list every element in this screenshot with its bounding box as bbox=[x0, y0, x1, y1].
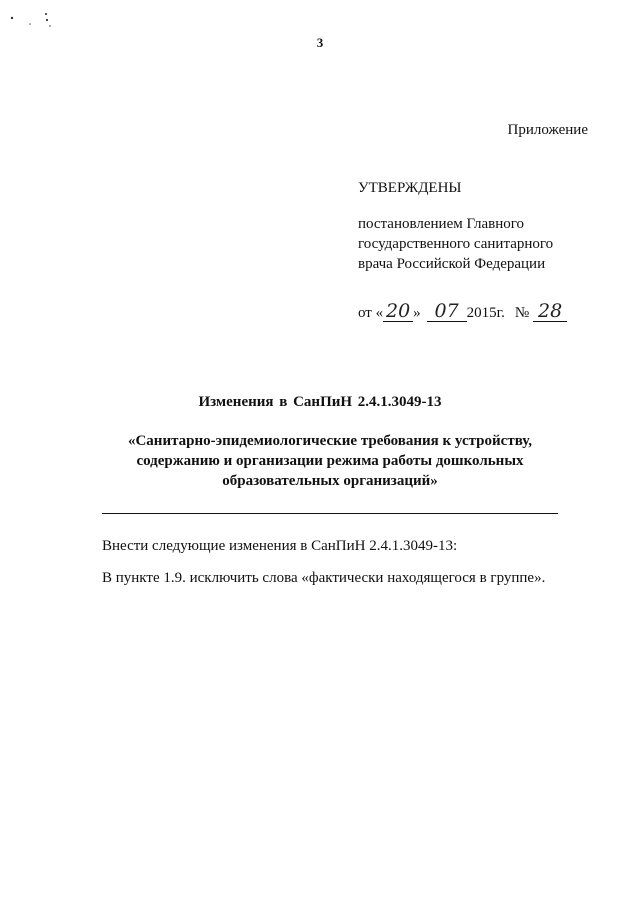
year-suffix: 2015г. bbox=[466, 305, 505, 321]
page-number: 3 bbox=[316, 35, 324, 50]
number-label: № bbox=[514, 305, 530, 321]
subtitle-line: «Санитарно-эпидемиологические требования к устройству, bbox=[127, 433, 533, 449]
body-paragraph: Внести следующие изменения в СанПиН 2.4.1.3049-13: bbox=[102, 538, 458, 554]
body-paragraph: В пункте 1.9. исключить слова «фактически находящегося в группе». bbox=[102, 570, 546, 586]
document-subtitle bbox=[80, 431, 580, 491]
subtitle-line: образовательных организаций» bbox=[222, 473, 438, 489]
scan-specks bbox=[8, 8, 68, 32]
decree-date-line bbox=[358, 300, 567, 322]
handwritten-month: 07 bbox=[427, 301, 467, 322]
approved-heading: УТВЕРЖДЕНЫ bbox=[358, 180, 462, 196]
decree-line: врача Российской Федерации bbox=[358, 256, 546, 272]
decree-line: постановлением Главного bbox=[358, 216, 525, 232]
date-mid: » bbox=[413, 305, 421, 321]
handwritten-day: 20 bbox=[383, 301, 413, 322]
appendix-label: Приложение bbox=[507, 122, 588, 138]
decree-line: государственного санитарного bbox=[358, 236, 554, 252]
subtitle-line: содержанию и организации режима работы дошкольных bbox=[136, 453, 524, 469]
date-prefix: от « bbox=[358, 305, 384, 321]
horizontal-rule bbox=[102, 513, 558, 514]
handwritten-number: 28 bbox=[533, 301, 567, 322]
document-title: Изменения в СанПиН 2.4.1.3049-13 bbox=[198, 394, 442, 410]
decree-block bbox=[358, 214, 553, 274]
